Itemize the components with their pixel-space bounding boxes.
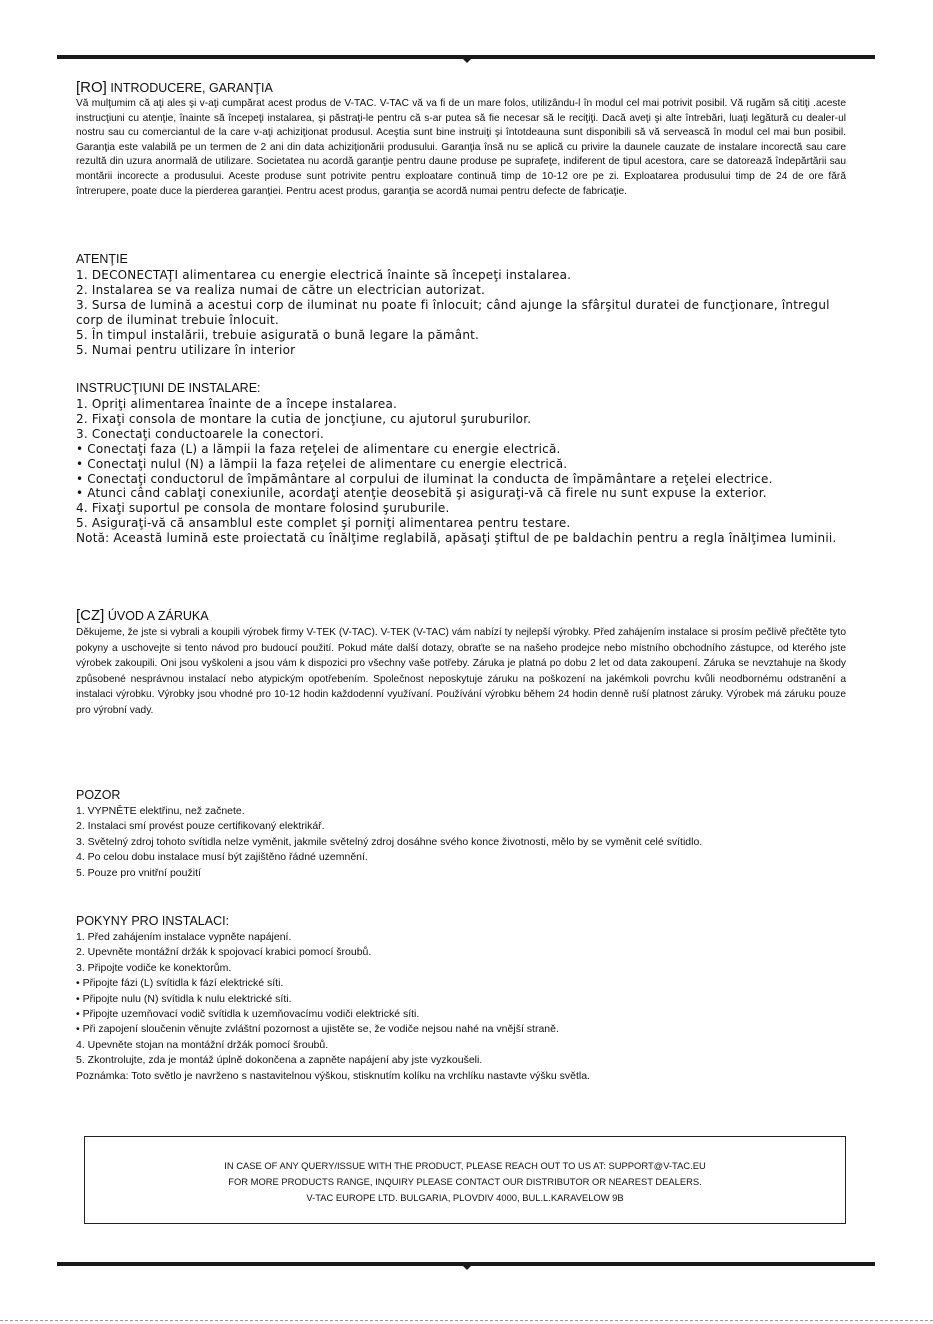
list-item: • Conectaţi conductorul de împământare al corpului de iluminat la conducta de împământare a reţelei electrice.	[76, 471, 773, 486]
list-item: • Atunci când cablaţi conexiunile, acordaţi atenţie deosebită şi asiguraţi-vă că firele nu sunt expuse la exterior.	[76, 486, 767, 501]
ro-intro-section	[76, 80, 846, 199]
page-edge-line	[0, 1320, 933, 1321]
list-item: • Připojte nulu (N) svítidla k nulu elektrické síti.	[76, 992, 292, 1005]
contact-support-line: IN CASE OF ANY QUERY/ISSUE WITH THE PRODUCT, PLEASE REACH OUT TO US AT: SUPPORT@V-TAC.EU	[224, 1160, 706, 1171]
list-item: 1. DECONECTAŢI alimentarea cu energie electrică înainte să începeţi instalarea.	[76, 268, 572, 282]
bottom-divider	[57, 1262, 875, 1266]
divider-notch	[462, 1265, 472, 1270]
list-item: 1. Před zahájením instalace vypněte napájení.	[76, 931, 292, 943]
list-item: 2. Instalarea se va realiza numai de către un electrician autorizat.	[76, 282, 486, 297]
list-item: 2. Fixaţi consola de montare la cutia de joncţiune, cu ajutorul şuruburilor.	[76, 411, 532, 426]
list-item: 4. Fixaţi suportul pe consola de montare folosind şuruburile.	[76, 501, 450, 516]
cz-install-section	[76, 913, 846, 1084]
cz-intro-heading	[76, 608, 846, 624]
contact-address-line: V-TAC EUROPE LTD. BULGARIA, PLOVDIV 4000, BUL.L.KARAVELOW 9B	[306, 1192, 624, 1203]
list-item: 3. Sursa de lumină a acestui corp de iluminat nu poate fi înlocuit; când ajunge la sfârşitul duratei de funcţionare, întregul corp de iluminat trebuie înlocuit.	[76, 297, 830, 327]
ro-install-list	[76, 397, 846, 546]
cz-intro-text: Děkujeme, že jste si vybrali a koupili výrobek firmy V-TEK (V-TAC). V-TEK (V-TAC) vám nabízí ty nejlepší výrobky. Před zahájením instalace si prosím pečlivě přečtěte tyto pokyny a uschovejte si tento návod pro budoucí použití. Pokud máte další dotazy, obraťte se na našeho prodejce nebo místního obchodního zástupce, od kterého jste výrobek zakoupili. Oni jsou vyškoleni a jsou vám k dispozici pro všechny vaše potřeby. Záruka je platná po dobu 2 let od data zakoupení. Záruka se nevztahuje na škody způsobené nesprávnou instalací nebo atypickým opotřebením. Společnost neposkytuje záruku na poškození na jakémkoli povrchu kvůli neodbornému odstranění a instalaci výrobku. Výrobky jsou vhodné pro 10-12 hodin každodenní využívaní. Používání výrobku během 24 hodin denně ruší platnost záruky. Výrobek má záruku pouze pro výrobní vady.	[76, 627, 846, 716]
list-item: • Připojte fázi (L) svítidla k fází elektrické síti.	[76, 977, 284, 990]
list-item: Notă: Această lumină este proiectată cu înălţime reglabilă, apăsaţi ştiftul de pe baldachin pentru a regla înălţimea luminii.	[76, 531, 837, 546]
cz-warning-title: POZOR	[76, 788, 121, 802]
list-item: 3. Conectaţi conductoarele la conectori.	[76, 426, 324, 441]
cz-lang-code: [CZ]	[76, 607, 105, 624]
cz-intro-section	[76, 608, 846, 719]
cz-install-title: POKYNY PRO INSTALACI:	[76, 914, 230, 928]
ro-heading-text: INTRODUCERE, GARANŢIA	[110, 81, 273, 95]
cz-warning-list	[76, 804, 846, 881]
list-item: 1. Opriţi alimentarea înainte de a începe instalarea.	[76, 397, 398, 411]
cz-heading-text: ÚVOD A ZÁRUKA	[107, 609, 209, 623]
list-item: 5. Zkontrolujte, zda je montáž úplně dokončena a zapněte napájení aby jste vyzkoušeli.	[76, 1054, 483, 1067]
list-item: 2. Instalaci smí provést pouze certifikovaný elektrikář.	[76, 820, 325, 833]
list-item: 4. Upevněte stojan na montážní držák pomocí šroubů.	[76, 1038, 329, 1051]
list-item: • Conectaţi faza (L) a lămpii la faza reţelei de alimentare cu energie electrică.	[76, 441, 561, 456]
contact-distributor-line: FOR MORE PRODUCTS RANGE, INQUIRY PLEASE CONTACT OUR DISTRIBUTOR OR NEAREST DEALERS.	[228, 1176, 702, 1187]
ro-install-title: INSTRUCŢIUNI DE INSTALARE:	[76, 381, 261, 395]
list-item: 4. Po celou dobu instalace musí být zajištěno řádné uzemnění.	[76, 851, 368, 864]
list-item: 5. În timpul instalării, trebuie asigurată o bună legare la pământ.	[76, 327, 480, 342]
list-item: 5. Pouze pro vnitřní použití	[76, 866, 201, 879]
ro-install-section	[76, 380, 846, 546]
cz-install-list	[76, 930, 846, 1084]
ro-intro-heading	[76, 80, 846, 96]
ro-intro-text: Vă mulţumim că aţi ales şi v-aţi cumpărat acest produs de V-TAC. V-TAC vă va fi de un mare folos, utilizându-l în modul cel mai potrivit posibil. Vă rugăm să citiţi .aceste instrucţiuni cu atenţie, înainte să începeţi instalarea, şi păstraţi-le pentru că s-ar putea să fie necesar să le reciţiţi. Dacă aveţi şi alte întrebări, luaţi legătură cu dealer-ul nostru sau cu comerciantul de la care v-aţi achiziţionat produsul. Aceştia sunt bine instruiţi şi întotdeauna sunt disponibili să vă servească în modul cel mai bun posibil. Garanţia este valabilă pe un termen de 2 ani din data achiziţionării produsului. Garanţia însă nu se aplică cu privire la daunele cauzate de instalare incorectă sau care rezultă din uzura anormală de utilizare. Societatea nu acordă garanţie pentru daune produse pe suprafeţe, indiferent de tipul acestora, care se datorează îndepărtării sau montării incorecte a produsului. Aceste produse sunt potrivite pentru exploatare continuă timp de 10-12 ore pe zi. Exploatarea produsului timp de 24 de ore fără întrerupere, poate duce la pierderea garanţiei. Pentru acest produs, garanţia se acordă numai pentru defecte de fabricaţie.	[76, 98, 846, 197]
ro-warning-list	[76, 268, 846, 357]
list-item: • Připojte uzemňovací vodič svítidla k uzemňovacímu vodiči elektrické síti.	[76, 1008, 420, 1021]
list-item: 5. Asiguraţi-vă că ansamblul este complet şi porniţi alimentarea pentru testare.	[76, 516, 571, 531]
ro-warning-title: ATENŢIE	[76, 252, 128, 266]
list-item: Poznámka: Toto světlo je navrženo s nastavitelnou výškou, stisknutím kolíku na vrchlíku nastavte výšku světla.	[76, 1069, 590, 1082]
list-item: • Při zapojení sloučenin věnujte zvláštní pozornost a ujistěte se, že vodiče nejsou nahé na vnější straně.	[76, 1023, 559, 1036]
list-item: 3. Světelný zdroj tohoto svítidla nelze vyměnit, jakmile světelný zdroj dosáhne svého konce životnosti, mělo by se vyměnit celé svítidlo.	[76, 835, 703, 848]
list-item: • Conectaţi nulul (N) a lămpii la faza reţelei de alimentare cu energie electrică.	[76, 456, 568, 471]
ro-lang-code: [RO]	[76, 79, 107, 96]
divider-notch	[462, 58, 472, 63]
list-item: 5. Numai pentru utilizare în interior	[76, 342, 296, 357]
ro-warning-section	[76, 251, 846, 357]
list-item: 2. Upevněte montážní držák k spojovací krabici pomocí šroubů.	[76, 946, 372, 959]
list-item: 1. VYPNĚTE elektřinu, než začnete.	[76, 805, 245, 817]
contact-box	[84, 1136, 846, 1224]
cz-warning-section	[76, 787, 846, 881]
top-divider	[57, 55, 875, 59]
list-item: 3. Připojte vodiče ke konektorům.	[76, 961, 232, 974]
